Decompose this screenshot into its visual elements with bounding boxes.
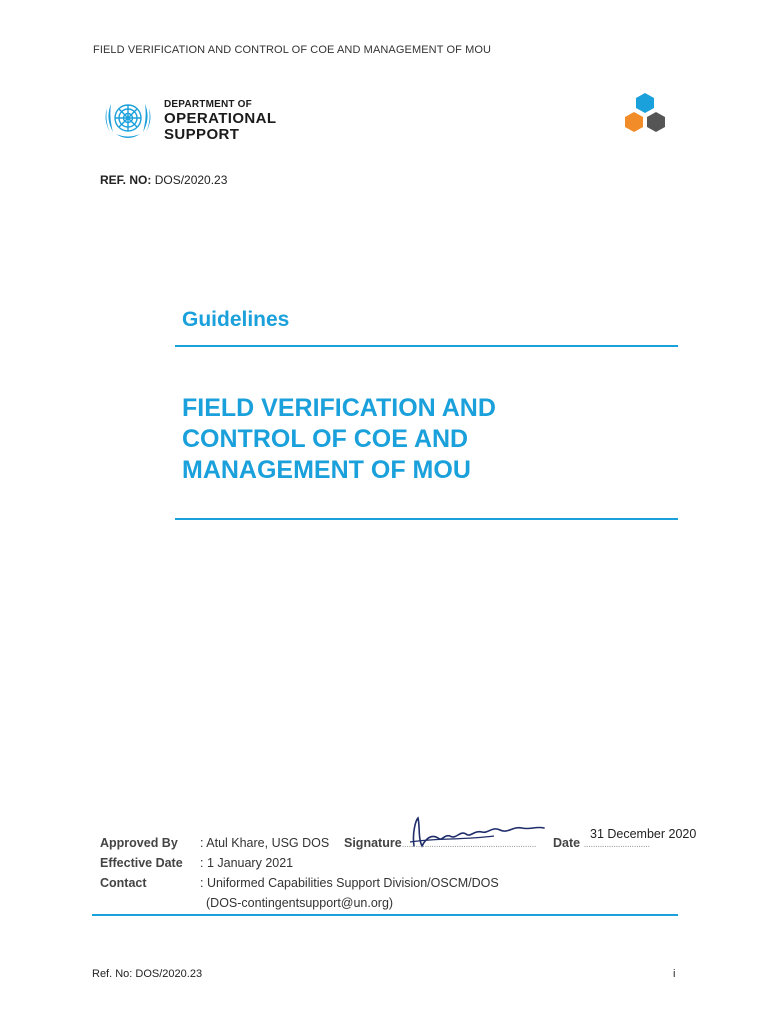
ref-label: REF. NO:	[100, 173, 152, 187]
date-value: 31 December 2020	[590, 827, 697, 841]
bottom-divider	[92, 914, 678, 916]
title-line-1: FIELD VERIFICATION AND	[182, 394, 496, 422]
dept-line-1: DEPARTMENT OF	[164, 99, 252, 110]
date-field: Date .............................	[553, 836, 650, 850]
effective-date-label: Effective Date	[100, 856, 183, 870]
contact-email: (DOS-contingentsupport@un.org)	[206, 896, 394, 910]
contact-label: Contact	[100, 876, 147, 890]
contact-value: : Uniformed Capabilities Support Division/OSCM/DOS	[200, 876, 499, 890]
dept-line-2: OPERATIONAL	[164, 110, 277, 127]
department-logo-text	[164, 100, 276, 142]
page-number: i	[673, 968, 676, 980]
title-line-3: MANAGEMENT OF MOU	[182, 456, 471, 484]
approved-by-value: : Atul Khare, USG DOS	[200, 836, 330, 850]
date-label: Date	[553, 836, 581, 850]
title-divider	[175, 518, 678, 520]
signature-field: Signature...........................................................	[344, 836, 537, 850]
un-emblem-icon	[99, 96, 157, 144]
top-divider	[175, 345, 678, 347]
reference-number	[100, 173, 227, 187]
running-header: FIELD VERIFICATION AND CONTROL OF COE AND MANAGEMENT OF MOU	[93, 44, 492, 56]
approved-by-label: Approved By	[100, 836, 178, 850]
document-title	[182, 393, 662, 486]
document-type-label: Guidelines	[182, 308, 290, 331]
signature-label: Signature	[344, 836, 402, 850]
footer-reference: Ref. No: DOS/2020.23	[92, 968, 203, 980]
hexagon-cluster-icon	[620, 92, 670, 134]
title-line-2: CONTROL OF COE AND	[182, 425, 469, 453]
effective-date-value: : 1 January 2021	[200, 856, 294, 870]
dept-line-3: SUPPORT	[164, 126, 240, 143]
ref-value: DOS/2020.23	[154, 173, 228, 187]
